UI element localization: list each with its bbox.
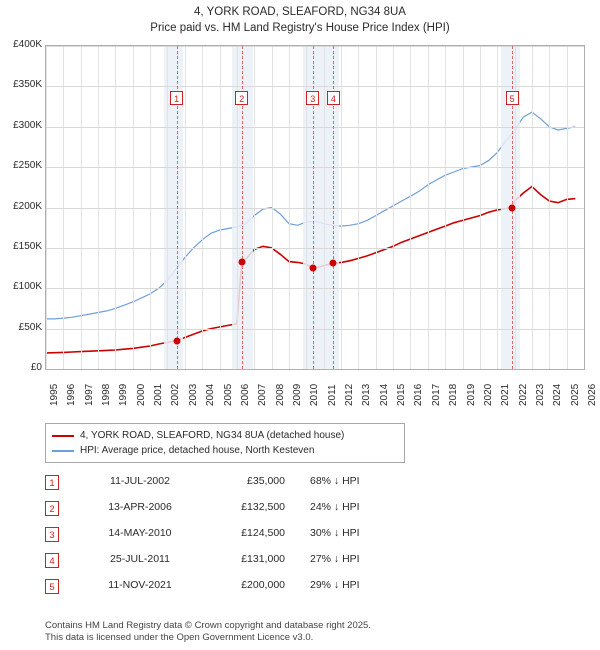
sale-point-marker — [309, 265, 316, 272]
legend-item-hpi — [52, 443, 398, 458]
sales-table — [45, 471, 465, 601]
row-date: 11-NOV-2021 — [108, 579, 172, 591]
table-row — [45, 549, 465, 575]
title-line-2: Price paid vs. HM Land Registry's House Price Index (HPI) — [150, 22, 450, 34]
footer-line-2: This data is licensed under the Open Government Licence v3.0. — [45, 632, 314, 643]
row-date: 14-MAY-2010 — [108, 527, 172, 539]
row-date: 11-JUL-2002 — [110, 475, 170, 487]
x-tick-label: 2002 — [170, 383, 182, 406]
legend-swatch-property — [52, 435, 74, 437]
row-hpi-delta: 30% ↓ HPI — [310, 527, 360, 539]
x-tick-label: 2021 — [500, 383, 512, 406]
sale-marker-badge: 5 — [506, 91, 519, 105]
x-axis-labels — [45, 372, 598, 412]
row-marker-badge: 4 — [45, 553, 59, 568]
legend-label-hpi: HPI: Average price, detached house, North Kesteven — [80, 445, 315, 456]
table-row — [45, 523, 465, 549]
y-tick-label: £100K — [13, 281, 42, 293]
x-tick-label: 2016 — [413, 383, 425, 406]
sale-marker-badge: 2 — [235, 91, 248, 105]
y-tick-label: £0 — [30, 362, 42, 373]
gridline-horizontal — [46, 127, 584, 128]
y-tick-label: £250K — [13, 160, 42, 172]
x-tick-label: 2009 — [291, 383, 303, 406]
x-tick-label: 1997 — [83, 383, 95, 406]
legend-label-property: 4, YORK ROAD, SLEAFORD, NG34 8UA (detached house) — [80, 430, 345, 441]
row-price: £124,500 — [241, 527, 285, 539]
title-line-1: 4, YORK ROAD, SLEAFORD, NG34 8UA — [194, 6, 406, 18]
x-tick-label: 2023 — [534, 383, 546, 406]
x-tick-label: 2008 — [274, 383, 286, 406]
page-title — [0, 4, 600, 36]
x-tick-label: 1998 — [101, 383, 113, 406]
x-tick-label: 2018 — [448, 383, 460, 406]
x-tick-label: 2005 — [222, 383, 234, 406]
sale-point-marker — [238, 259, 245, 266]
legend-swatch-hpi — [52, 450, 74, 452]
y-tick-label: £300K — [13, 119, 42, 131]
x-tick-label: 2011 — [326, 384, 338, 406]
gridline-horizontal — [46, 369, 584, 370]
plot-canvas — [45, 45, 585, 370]
y-axis-labels — [0, 39, 45, 373]
footer-line-1: Contains HM Land Registry data © Crown copyright and database right 2025. — [45, 620, 371, 631]
sale-marker-badge: 4 — [327, 91, 340, 105]
gridline-horizontal — [46, 167, 584, 168]
gridline-vertical — [584, 46, 585, 369]
x-tick-label: 2004 — [205, 383, 217, 406]
row-price: £200,000 — [241, 579, 285, 591]
x-tick-label: 2007 — [257, 383, 269, 406]
x-tick-label: 2019 — [465, 383, 477, 406]
x-tick-label: 2012 — [344, 383, 356, 406]
gridline-horizontal — [46, 46, 584, 47]
x-tick-label: 2013 — [361, 383, 373, 406]
y-tick-label: £150K — [13, 240, 42, 252]
chart-legend — [45, 423, 405, 463]
x-tick-label: 2001 — [153, 383, 165, 406]
x-tick-label: 1995 — [49, 383, 60, 406]
x-tick-label: 2010 — [309, 383, 321, 406]
x-tick-label: 2014 — [378, 383, 390, 406]
table-row — [45, 471, 465, 497]
gridline-horizontal — [46, 288, 584, 289]
gridline-horizontal — [46, 208, 584, 209]
y-tick-label: £50K — [18, 321, 42, 333]
row-hpi-delta: 29% ↓ HPI — [310, 579, 360, 591]
gridline-horizontal — [46, 248, 584, 249]
gridline-horizontal — [46, 329, 584, 330]
x-tick-label: 2006 — [239, 383, 251, 406]
row-price: £132,500 — [241, 501, 285, 513]
x-tick-label: 2024 — [552, 383, 564, 406]
x-tick-label: 2003 — [187, 383, 199, 406]
row-price: £35,000 — [247, 475, 285, 487]
row-price: £131,000 — [241, 553, 285, 565]
row-marker-badge: 5 — [45, 579, 59, 594]
sale-point-marker — [509, 204, 516, 211]
y-tick-label: £200K — [13, 200, 42, 212]
row-hpi-delta: 68% ↓ HPI — [310, 475, 360, 487]
legend-item-property — [52, 428, 398, 443]
sale-point-marker — [173, 337, 180, 344]
x-tick-label: 2000 — [135, 383, 147, 406]
x-tick-label: 2017 — [430, 383, 442, 406]
y-tick-label: £400K — [13, 39, 42, 50]
row-date: 25-JUL-2011 — [110, 553, 170, 565]
x-tick-label: 1996 — [66, 383, 78, 406]
x-tick-label: 2025 — [569, 383, 581, 406]
y-tick-label: £350K — [13, 79, 42, 91]
row-marker-badge: 1 — [45, 475, 59, 490]
row-marker-badge: 3 — [45, 527, 59, 542]
x-tick-label: 2020 — [482, 383, 494, 406]
chart-area — [45, 45, 585, 370]
row-hpi-delta: 24% ↓ HPI — [310, 501, 360, 513]
x-tick-label: 2015 — [396, 383, 408, 406]
row-hpi-delta: 27% ↓ HPI — [310, 553, 360, 565]
x-tick-label: 1999 — [118, 383, 130, 406]
sale-point-marker — [330, 260, 337, 267]
x-tick-label: 2026 — [587, 383, 598, 406]
table-row — [45, 575, 465, 601]
sale-marker-badge: 1 — [170, 91, 183, 105]
gridline-horizontal — [46, 86, 584, 87]
footer — [45, 620, 575, 644]
x-tick-label: 2022 — [517, 383, 529, 406]
table-row — [45, 497, 465, 523]
sale-marker-badge: 3 — [306, 91, 319, 105]
row-date: 13-APR-2006 — [108, 501, 172, 513]
row-marker-badge: 2 — [45, 501, 59, 516]
